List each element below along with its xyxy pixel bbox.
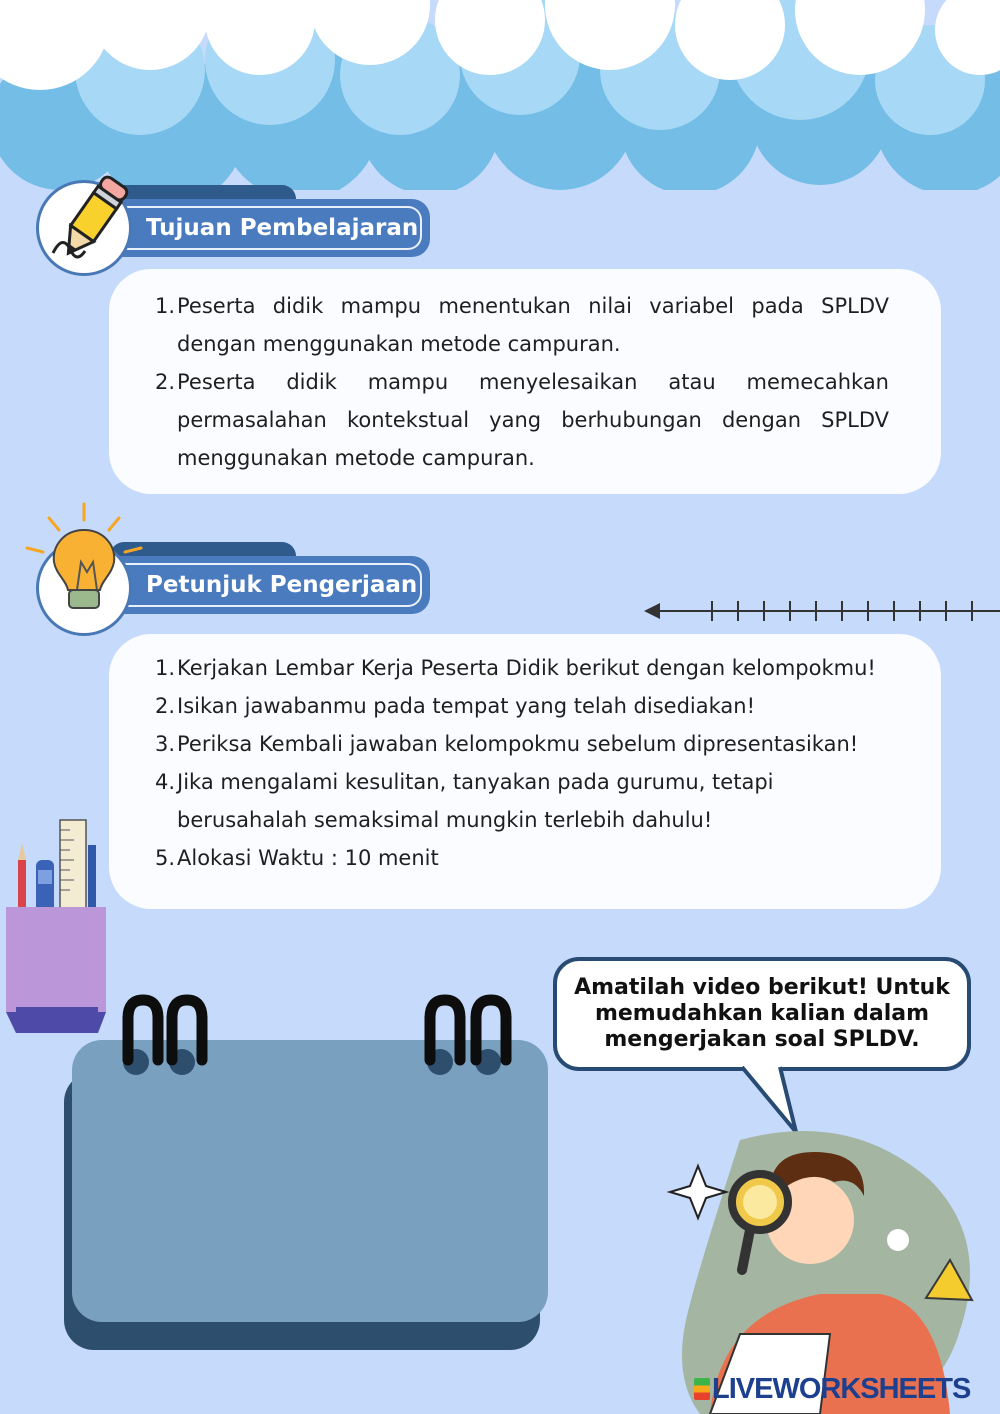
list-item-number: 4. bbox=[155, 770, 176, 794]
instructions-list bbox=[155, 649, 901, 877]
lightbulb-icon-badge bbox=[36, 540, 132, 636]
speech-bubble-tail bbox=[740, 1064, 800, 1136]
list-item-number: 3. bbox=[155, 732, 176, 756]
list-item bbox=[155, 287, 889, 363]
section1-header-tab bbox=[100, 199, 430, 257]
list-item-number: 5. bbox=[155, 846, 176, 870]
lightbulb-icon bbox=[19, 498, 149, 628]
list-item bbox=[155, 649, 901, 687]
list-item-text: Periksa Kembali jawaban kelompokmu sebelum dipresentasikan! bbox=[177, 732, 859, 756]
list-item-number: 1. bbox=[155, 656, 176, 680]
list-item-text: Alokasi Waktu : 10 menit bbox=[177, 846, 439, 870]
list-item bbox=[155, 687, 901, 725]
student-magnifier-illustration bbox=[650, 1130, 1000, 1414]
logo-icon bbox=[694, 1378, 710, 1400]
pencil-cup-illustration bbox=[0, 815, 115, 1040]
calendar-rings bbox=[100, 990, 540, 1080]
list-item-number: 2. bbox=[155, 370, 176, 394]
list-item bbox=[155, 725, 901, 763]
list-item bbox=[155, 839, 901, 877]
logo-text: LIVEWORKSHEETS bbox=[712, 1373, 971, 1405]
list-item-number: 2. bbox=[155, 694, 176, 718]
list-item-number: 1. bbox=[155, 294, 176, 318]
pencil-icon-badge bbox=[36, 180, 132, 276]
list-item-text: Peserta didik mampu menentukan nilai variabel pada SPLDV dengan menggunakan metode campuran. bbox=[177, 294, 889, 356]
list-item bbox=[155, 363, 889, 477]
section2-title: Petunjuk Pengerjaan bbox=[146, 572, 418, 598]
list-item-text: Kerjakan Lembar Kerja Peserta Didik berikut dengan kelompokmu! bbox=[177, 656, 876, 680]
section1-title: Tujuan Pembelajaran bbox=[146, 215, 419, 241]
number-line-arrow bbox=[640, 596, 1000, 626]
list-item-text: Peserta didik mampu menyelesaikan atau memecahkan permasalahan kontekstual yang berhubungan dengan SPLDV menggunakan metode campuran. bbox=[177, 370, 889, 470]
list-item bbox=[155, 763, 901, 839]
list-item-text: Jika mengalami kesulitan, tanyakan pada gurumu, tetapi berusahalah semaksimal mungkin terlebih dahulu! bbox=[177, 770, 774, 832]
section2-header-tab bbox=[100, 556, 430, 614]
learning-objectives-list bbox=[155, 287, 889, 477]
video-frame[interactable] bbox=[72, 1040, 548, 1322]
learning-objectives-card bbox=[109, 269, 941, 494]
list-item-text: Isikan jawabanmu pada tempat yang telah disediakan! bbox=[177, 694, 756, 718]
cloud-banner bbox=[0, 0, 1000, 190]
instructions-card bbox=[109, 634, 941, 909]
liveworksheets-logo bbox=[694, 1373, 970, 1406]
speech-bubble-text: Amatilah video berikut! Untuk memudahkan kalian dalam mengerjakan soal SPLDV. bbox=[574, 975, 950, 1052]
pencil-icon bbox=[33, 163, 143, 273]
speech-bubble bbox=[553, 957, 971, 1071]
